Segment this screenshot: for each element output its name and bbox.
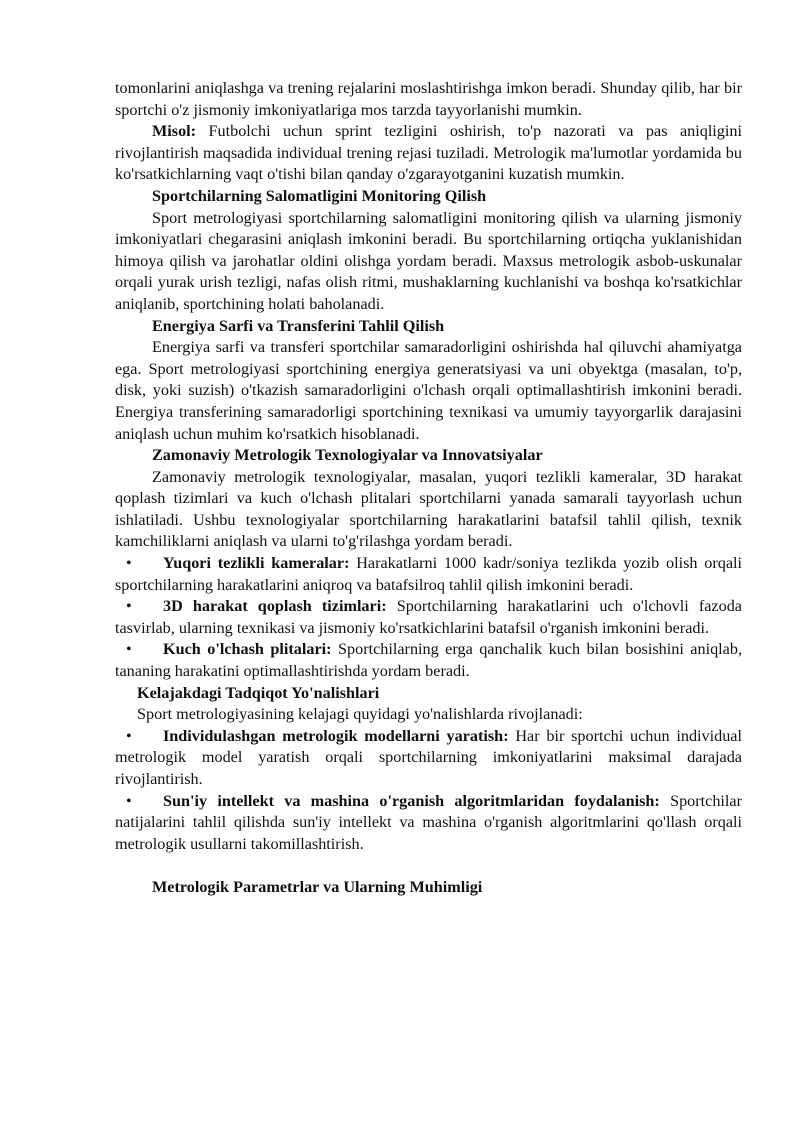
list-item-label: Sun'iy intellekt va mashina o'rganish algoritmlaridan foydalanish: bbox=[163, 791, 660, 810]
list-item-label: Yuqori tezlikli kameralar: bbox=[163, 554, 350, 573]
heading-future-research: Kelajakdagi Tadqiqot Yo'nalishlari bbox=[137, 683, 380, 702]
list-item-text: Sportchilar natijalarini tahlil qilishda sun'iy intellekt va mashina o'rganish algoritmlarini qo'llash orqali metrologik usullarni takomillashtirish. bbox=[115, 791, 743, 853]
list-item-label: Individulashgan metrologik modellarni yaratish: bbox=[163, 726, 509, 745]
spacer bbox=[115, 855, 742, 877]
bullet-icon: • bbox=[126, 597, 132, 616]
list-item-text: Harakatlarni 1000 kadr/soniya tezlikda yozib olish orqali sportchilarning harakatlarini aniqroq va batafsilroq tahlil qilish imkonini beradi. bbox=[115, 554, 742, 594]
paragraph-energy-analysis: Energiya sarfi va transferi sportchilar samaradorligini oshirishda hal qiluvchi ahamiyatga ega. Sport metrologiyasi sportchining energiya generatsiyasi va uni obyektga (masalan, to'p, disk, yoki suzish) o'tkazish samaradorligini o'lchash orqali optimallashtirish imkonini beradi. Energiya transferining samaradorligi sportchining texnikasi va umumiy tayyorgarlik darajasini aniqlash uchun muhim ko'rsatkich hisoblanadi. bbox=[115, 338, 742, 443]
paragraph-intro: tomonlarini aniqlashga va trening rejalarini moslashtirishga imkon beradi. Shunday qilib, har bir sportchi o'z jismoniy imkoniyatlariga mos tarzda tayyorlanishi mumkin. bbox=[115, 79, 742, 119]
list-item-label: Kuch o'lchash plitalari: bbox=[163, 640, 332, 659]
heading-modern-technologies: Zamonaviy Metrologik Texnologiyalar va Innovatsiyalar bbox=[152, 446, 543, 465]
paragraph-future-research: Sport metrologiyasining kelajagi quyidagi yo'nalishlarda rivojlanadi: bbox=[137, 705, 583, 724]
paragraph-health-monitoring: Sport metrologiyasi sportchilarning salomatligini monitoring qilish va ularning jismoniy imkoniyatlari chegarasini aniqlash imkonini beradi. Bu sportchilarning ortiqcha yuklanishidan himoya qilish va jarohatlar oldini olishga yordam beradi. Maxsus metrologik asbob-uskunalar orqali yurak urish tezligi, nafas olish ritmi, mushaklarning kuchlanishi va boshqa ko'rsatkichlar aniqlanib, sportchining holati baholanadi. bbox=[115, 208, 742, 313]
list-item bbox=[115, 726, 742, 791]
list-item bbox=[115, 791, 742, 856]
list-item-text: Har bir sportchi uchun individual metrologik model yaratish orqali sportchilarning imkoniyatlarini maksimal darajada rivojlantirish. bbox=[115, 726, 742, 788]
bullet-icon: • bbox=[126, 640, 132, 659]
list-item bbox=[115, 553, 742, 596]
document-page bbox=[115, 78, 742, 899]
heading-health-monitoring: Sportchilarning Salomatligini Monitoring Qilish bbox=[152, 186, 487, 205]
paragraph-modern-technologies: Zamonaviy metrologik texnologiyalar, masalan, yuqori tezlikli kameralar, 3D harakat qoplash tizimlari va kuch o'lchash plitalari sportchilarni yanada samarali tayyorlash uchun ishlatiladi. Ushbu texnologiyalar sportchilarning harakatlarini batafsil tahlil qilish, texnik kamchiliklarni aniqlash va ularni to'g'rilashga yordam beradi. bbox=[115, 467, 742, 551]
list-item bbox=[115, 639, 742, 682]
example-paragraph bbox=[115, 121, 742, 186]
example-text: Futbolchi uchun sprint tezligini oshirish, to'p nazorati va pas aniqligini rivojlantirish maqsadida individual trening rejasi tuziladi. Metrologik ma'lumotlar yordamida bu ko'rsatkichlarning vaqt o'tishi bilan qanday o'zgarayotganini kuzatish mumkin. bbox=[115, 122, 742, 184]
bullet-icon: • bbox=[126, 791, 132, 810]
list-item-text: Sportchilarning erga qanchalik kuch bilan bosishini aniqlab, tananing harakatini optimallashtirishda yordam beradi. bbox=[115, 640, 742, 681]
list-item bbox=[115, 596, 742, 639]
example-label: Misol: bbox=[152, 122, 197, 141]
heading-energy-analysis: Energiya Sarfi va Transferini Tahlil Qilish bbox=[152, 316, 445, 335]
bullet-icon: • bbox=[126, 554, 132, 573]
bullet-icon: • bbox=[126, 726, 132, 745]
heading-metrological-parameters: Metrologik Parametrlar va Ularning Muhimligi bbox=[152, 877, 483, 896]
list-item-label: 3D harakat qoplash tizimlari: bbox=[163, 597, 387, 616]
list-item-text: Sportchilarning harakatlarini uch o'lchovli fazoda tasvirlab, ularning texnikasi va jismoniy ko'rsatkichlarini batafsil o'rganish imkonini beradi. bbox=[115, 597, 742, 637]
